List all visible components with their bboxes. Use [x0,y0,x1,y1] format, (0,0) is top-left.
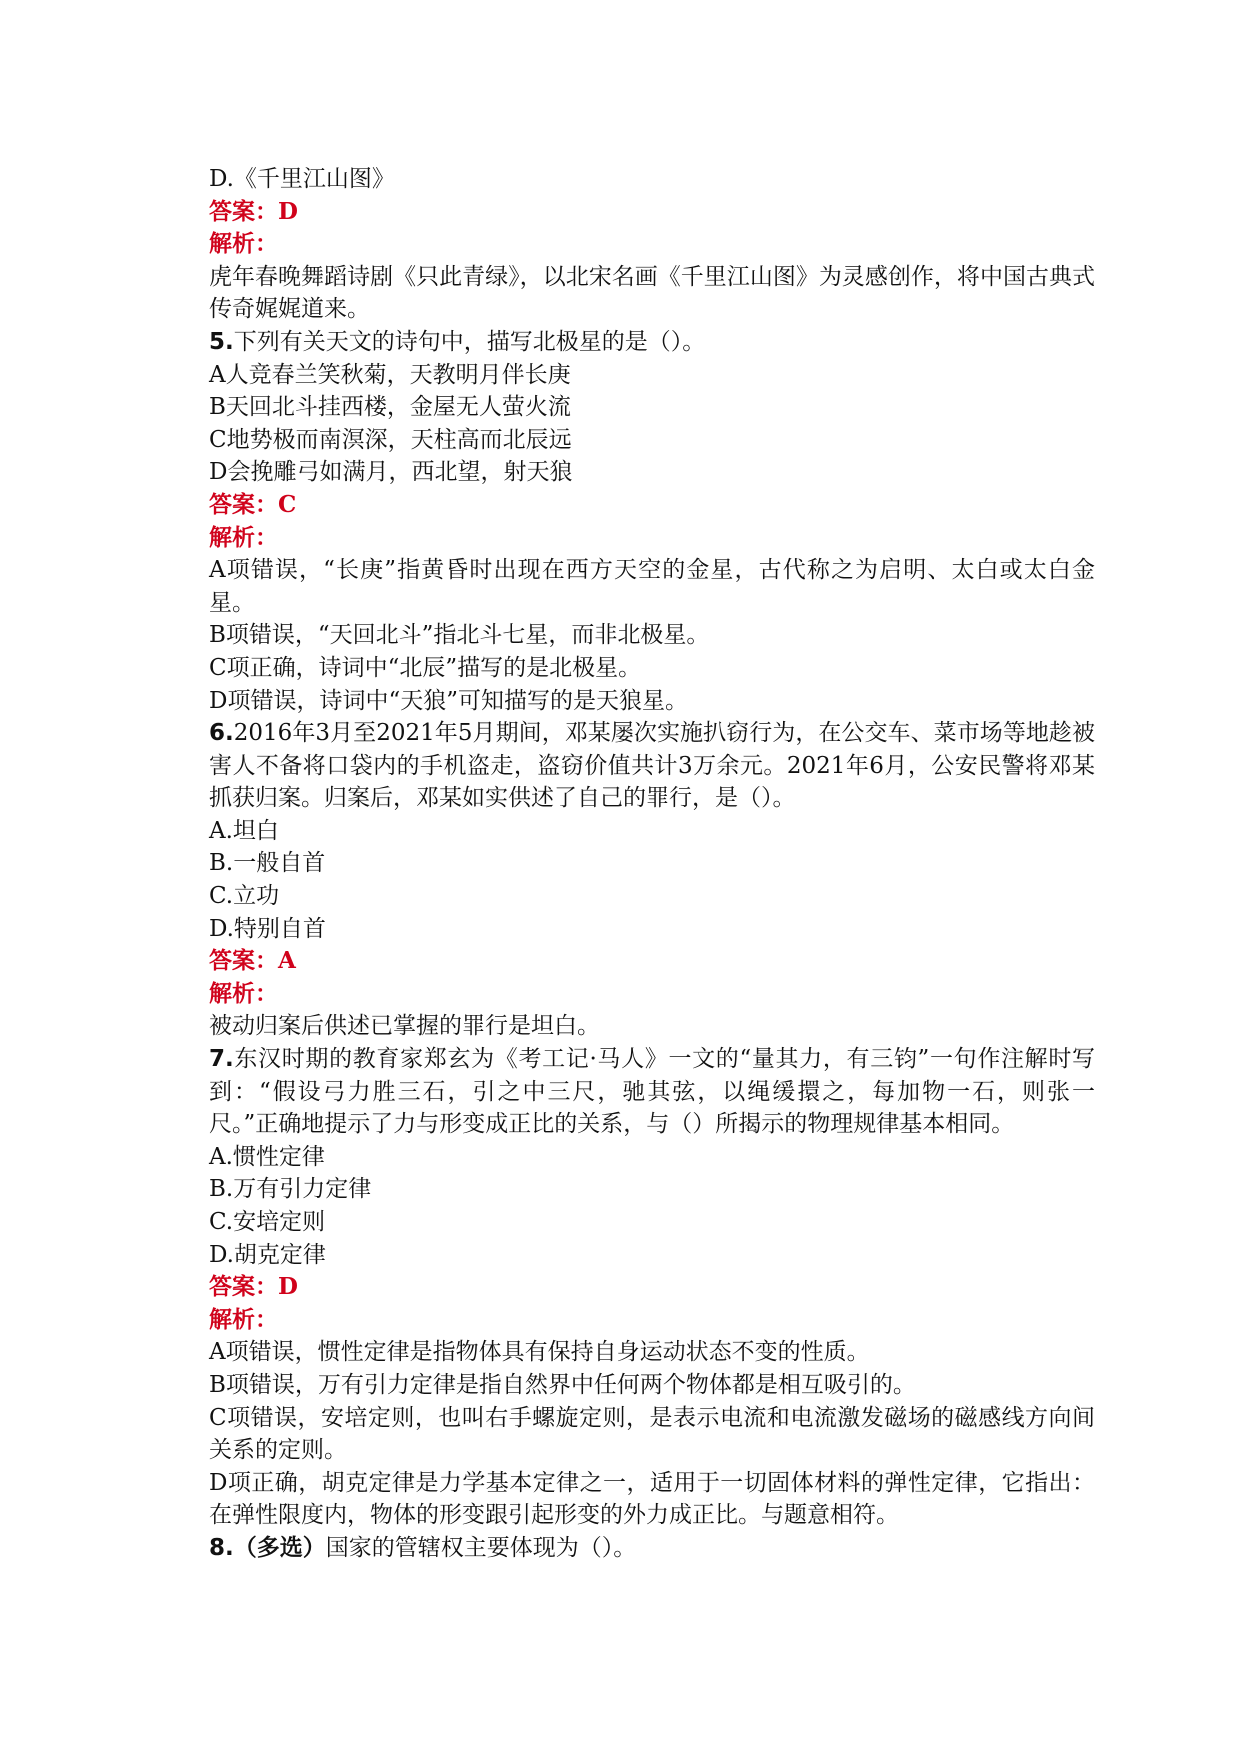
q7-analysis-c: C项错误，安培定则，也叫右手螺旋定则，是表示电流和电流激发磁场的磁感线方向间关系的定则。 [209,1404,1095,1464]
q7-analysis-b: B项错误，万有引力定律是指自然界中任何两个物体都是相互吸引的。 [209,1371,916,1398]
q5-option-a: A人竞春兰笑秋菊，天教明月伴长庚 [209,361,571,388]
q6-option-d: D.特别自首 [209,915,326,942]
q8-stem-line [160,1532,1095,1565]
q6-stem: 2016年3月至2021年5月期间，邓某屡次实施扒窃行为，在公交车、菜市场等地趁被害人不备将口袋内的手机盗走，盗窃价值共计3万余元。2021年6月，公安民警将邓某抓获归案。归案后，邓某如实供述了自己的罪行，是（）。 [209,720,1095,812]
q5-option-c: C地势极而南溟深，天柱高而北辰远 [209,426,572,453]
document-page [160,163,1095,1565]
q6-analysis: 被动归案后供述已掌握的罪行是坦白。 [209,1013,600,1040]
q5-analysis-label: 解析： [209,523,278,551]
q5-option-b: B天回北斗挂西楼，金屋无人萤火流 [209,394,571,421]
q6-option-a: A.坦白 [209,817,279,844]
q4-answer: 答案：D [209,197,298,225]
q8-number: 8. [209,1534,234,1561]
q4-analysis: 虎年春晚舞蹈诗剧《只此青绿》，以北宋名画《千里江山图》为灵感创作，将中国古典式传奇娓娓道来。 [209,263,1095,323]
q7-option-c: C.安培定则 [209,1209,326,1235]
q6-option-c: C.立功 [209,883,280,910]
q5-answer: 答案：C [209,490,297,518]
q7-stem-block [160,1043,1095,1141]
q6-option-b: B.一般自首 [209,850,326,877]
q7-option-b: B.万有引力定律 [209,1176,372,1203]
q7-analysis-d: D项正确，胡克定律是力学基本定律之一，适用于一切固体材料的弹性定律，它指出：在弹性限度内，物体的形变跟引起形变的外力成正比。与题意相符。 [209,1469,1095,1529]
q5-stem: 下列有关天文的诗句中，描写北极星的是（）。 [233,328,706,355]
q4-analysis-label: 解析： [209,230,278,258]
q5-number: 5. [209,328,234,355]
q8-stem: 国家的管辖权主要体现为（）。 [325,1534,637,1561]
q6-number: 6. [209,720,234,747]
q8-tag: （多选） [233,1533,326,1561]
q5-analysis-c: C项正确，诗词中“北辰”描写的是北极星。 [209,654,642,681]
q7-number: 7. [209,1046,234,1073]
q5-analysis-a: A项错误，“长庚”指黄昏时出现在西方天空的金星，古代称之为启明、太白或太白金星。 [209,557,1095,616]
q7-analysis-a: A项错误，惯性定律是指物体具有保持自身运动状态不变的性质。 [209,1339,870,1366]
q6-analysis-label: 解析： [209,979,278,1007]
q7-answer: 答案：D [209,1273,298,1301]
q7-stem: 东汉时期的教育家郑玄为《考工记·马人》一文的“量其力，有三钧”一句作注解时写到：“假设弓力胜三石，引之中三尺，驰其弦，以绳缓擐之，每加物一石，则张一尺。”正确地提示了力与形变成正比的关系，与（）所揭示的物理规律基本相同。 [209,1046,1095,1138]
q7-option-d: D.胡克定律 [209,1241,326,1268]
q7-option-a: A.惯性定律 [209,1143,325,1170]
q5-option-d: D会挽雕弓如满月，西北望，射天狼 [209,459,573,486]
q4-option-d: D.《千里江山图》 [209,166,395,192]
q6-stem-block [160,717,1095,815]
q6-answer: 答案：A [209,947,296,975]
q7-analysis-label: 解析： [209,1305,278,1333]
q5-analysis-d: D项错误，诗词中“天狼”可知描写的是天狼星。 [209,687,688,714]
q5-stem-line [160,326,1095,359]
q5-analysis-b: B项错误，“天回北斗”指北斗七星，而非北极星。 [209,622,710,649]
